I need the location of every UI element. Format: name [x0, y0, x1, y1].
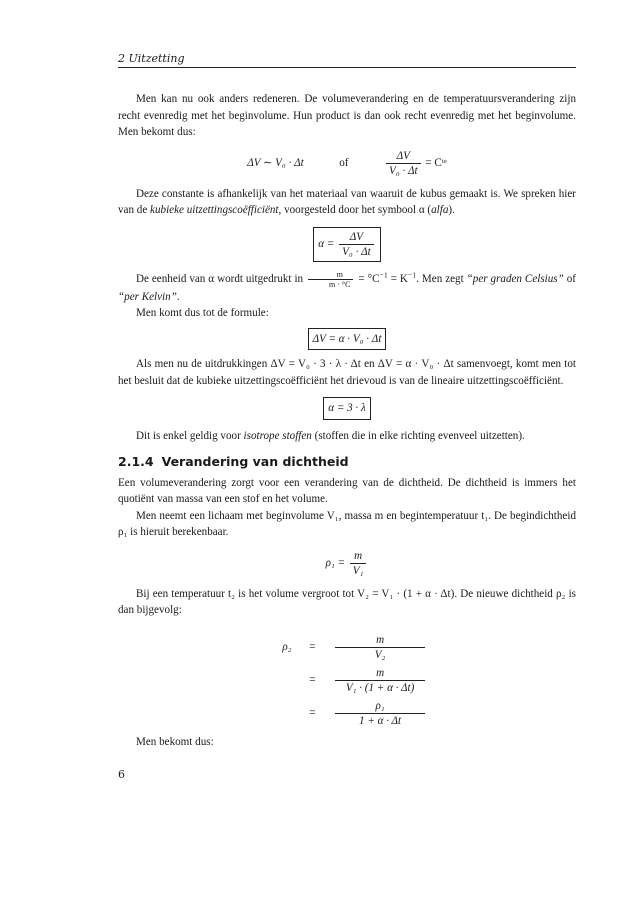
- equation-alpha-definition: [118, 227, 576, 262]
- paragraph: Men komt dus tot de formule:: [136, 307, 269, 319]
- eq-constant: = Cᵗᵉ: [425, 156, 447, 169]
- eq-denominator: V₀ · Δt: [389, 164, 418, 177]
- header-rule: [118, 67, 576, 68]
- eq-fraction: $\frac{m}{\text{V₁ · (1 + α · Δt)}}$: [335, 666, 425, 695]
- eq-fraction: $\frac{m}{\text{V₂}}$: [335, 633, 425, 662]
- term-kubieke: kubieke uitzettingscoëfficiënt: [150, 204, 279, 216]
- equation-alpha-lambda: [118, 397, 576, 420]
- section-heading: [118, 454, 576, 471]
- boxed-formula: α = $\frac{\Delta V}{\text{V₀ · Δt}}$: [313, 227, 380, 262]
- eq-fraction: $\frac{\text{ρ₁}}{1 + \alpha \cdot \Delta t}$: [335, 699, 425, 728]
- page-number: 6: [118, 768, 125, 781]
- eq-of: of: [339, 156, 349, 169]
- paragraph: Deze constante is afhankelijk van het materiaal van waaruit de kubus gemaakt is. We spreken hier van de kubieke uitzettingscoëfficiënt, voorgesteld door het symbool α (alfa).: [118, 187, 576, 216]
- boxed-formula: α = 3 · λ: [323, 397, 371, 420]
- equation-rho2-derivation: ρ₂ = $\frac{m}{\text{V₂}}$ = $\frac{m}{\text{V₁ · (1 + α · Δt)}}$ = $\frac{\text{ρ₁}}{1 + \alpha \cdot \Delta t}$: [267, 633, 427, 728]
- eq-left: ΔV ∼ V₀ · Δt: [247, 156, 304, 169]
- section-number: 2.1.4: [118, 454, 154, 469]
- eq-fraction: [386, 149, 421, 178]
- equation-volume-change: [118, 328, 576, 351]
- page-body: [118, 91, 576, 750]
- paragraph: Men neemt een lichaam met beginvolume V₁, massa m en begintemperatuur t₁. De begindichtheid ρ₁ is hieruit berekenbaar.: [118, 509, 576, 538]
- section-title: Verandering van dichtheid: [161, 454, 349, 469]
- paragraph: Dit is enkel geldig voor isotrope stoffen (stoffen die in elke richting evenveel uitzetten).: [136, 429, 525, 442]
- paragraph: Men bekomt dus:: [136, 735, 214, 748]
- running-header: 2 Uitzetting: [118, 52, 185, 65]
- boxed-formula: ΔV = α · V₀ · Δt: [308, 328, 387, 351]
- term-isotrope: isotrope stoffen: [243, 429, 312, 442]
- paragraph: Men kan nu ook anders redeneren. De volumeverandering en de temperatuursverandering zijn recht evenredig met het beginvolume. Hun product is dan ook recht evenredig met het beginvolume. Men bekomt dus:: [118, 93, 576, 138]
- equation-rho1: ρ₁ = $\frac{m}{\text{V₁}}$: [118, 549, 576, 578]
- paragraph: Als men nu de uitdrukkingen ΔV = V₀ · 3 · λ · Δt en ΔV = α · V₀ · Δt samenvoegt, komt men tot het besluit dat de kubieke uitzettingscoëfficiënt het drievoud is van de lineaire uitzettingscoëfficiënt.: [118, 358, 576, 387]
- equation-proportional: [118, 149, 576, 178]
- paragraph: De eenheid van α wordt uitgedrukt in $\frac{m}{m \cdot ^\circ C}$ = $^\circ C^{-1} = K^{-1}$. Men zegt “per graden Celsius” of “per Kelvin”.: [118, 269, 576, 303]
- eq-fraction: $\frac{m}{\text{V₁}}$: [350, 549, 367, 578]
- eq-fraction: $\frac{\Delta V}{\text{V₀ · Δt}}$: [339, 230, 374, 259]
- eq-numerator: ΔV: [386, 149, 421, 164]
- unit-fraction: $\frac{m}{m \cdot ^\circ C}$: [308, 270, 353, 289]
- paragraph: Een volumeverandering zorgt voor een verandering van de dichtheid. De dichtheid is immers het quotiënt van massa van een stof en het volume.: [118, 476, 576, 505]
- paragraph: Bij een temperatuur t₂ is het volume vergroot tot V₂ = V₁ · (1 + α · Δt). De nieuwe dichtheid ρ₂ is dan bijgevolg:: [118, 587, 576, 616]
